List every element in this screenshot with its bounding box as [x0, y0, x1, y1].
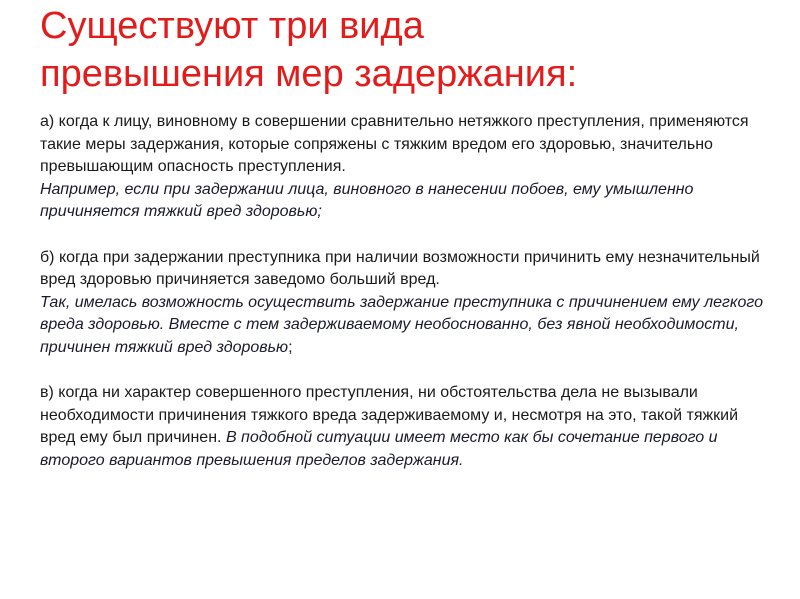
paragraph-b-tail: ;: [288, 338, 293, 356]
slide-title: [40, 2, 780, 98]
paragraph-c-text: в) когда ни характер совершенного преступления, ни обстоятельства дела не вызывали необходимости причинения тяжкого вреда задерживаемому и, несмотря на это, такой тяжкий вред ему был причинен.: [40, 384, 739, 447]
slide-title-line-2: превышения мер задержания:: [40, 53, 578, 95]
paragraph-b: [40, 247, 770, 360]
slide-title-line-1: Существуют три вида: [40, 5, 424, 47]
paragraph-a: [40, 111, 770, 224]
slide-body: [40, 111, 770, 495]
paragraph-b-text: б) когда при задержании преступника при наличии возможности причинить ему незначительный вред здоровью причиняется заведомо больший вред.: [40, 248, 760, 289]
paragraph-a-example: Например, если при задержании лица, виновного в нанесении побоев, ему умышленно причиняется тяжкий вред здоровью;: [40, 180, 694, 221]
paragraph-c-example: В подобной ситуации имеет место как бы сочетание первого и второго вариантов превышения пределов задержания.: [40, 429, 718, 469]
paragraph-b-example: Так, имелась возможность осуществить задержание преступника с причинением ему легкого вреда здоровью. Вместе с тем задерживаемому необоснованно, без явной необходимости, причинен тяжкий вред здоровью: [40, 293, 763, 356]
paragraph-a-text: а) когда к лицу, виновному в совершении сравнительно нетяжкого преступления, применяются такие меры задержания, которые сопряжены с тяжким вредом его здоровью, значительно превышающим опасность преступления.: [40, 113, 749, 176]
paragraph-c: [40, 382, 770, 472]
